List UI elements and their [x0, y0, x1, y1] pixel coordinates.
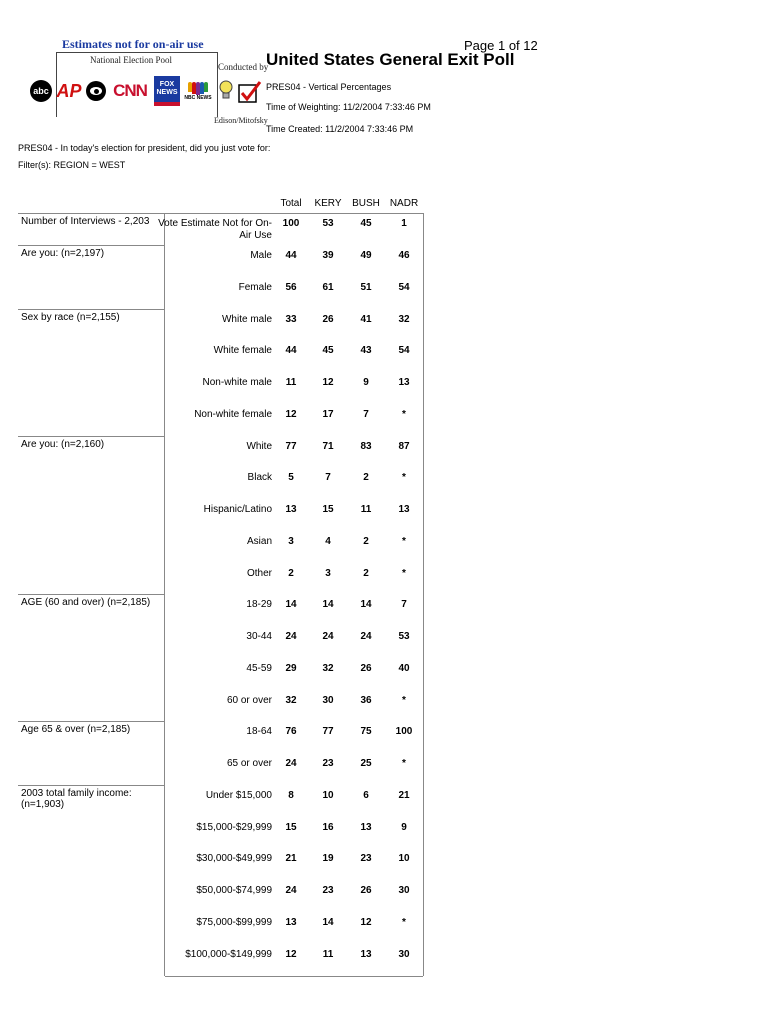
table-cell: *: [402, 567, 406, 579]
table-cell: 100: [395, 726, 413, 738]
table-cell: 14: [285, 599, 297, 611]
table-right-rule: [423, 213, 424, 976]
table-cell: 40: [398, 662, 410, 674]
table-cell: 75: [360, 726, 372, 738]
row-label: 60 or over: [226, 694, 272, 706]
table-cell: 17: [322, 408, 334, 420]
table-cell: 12: [360, 916, 372, 928]
table-cell: 87: [398, 440, 410, 452]
table-cell: 4: [325, 535, 331, 547]
table-cell: 43: [360, 345, 372, 357]
table-cell: 46: [398, 250, 410, 261]
table-cell: 77: [285, 440, 297, 452]
table-cell: 15: [285, 821, 297, 833]
row-label: Non-white male: [202, 377, 272, 388]
row-label: $30,000-$49,999: [196, 853, 272, 865]
table-cell: 11: [285, 377, 297, 388]
table-cell: 71: [322, 440, 334, 452]
table-cell: 53: [398, 631, 410, 642]
table-cell: 14: [360, 599, 372, 611]
table-cell: 24: [285, 631, 297, 642]
pollster-name: Edison/Mitofsky: [214, 116, 268, 125]
table-cell: 12: [285, 408, 297, 420]
table-cell: 32: [285, 694, 297, 706]
table-cell: 14: [322, 599, 334, 611]
table-cell: 45: [360, 218, 372, 229]
table-cell: 83: [360, 440, 372, 452]
row-label: White female: [213, 345, 272, 357]
column-header: BUSH: [352, 198, 380, 209]
lightbulb-icon: [219, 80, 233, 102]
table-cell: *: [402, 535, 406, 547]
table-cell: 2: [363, 567, 369, 579]
table-cell: 13: [398, 504, 410, 515]
row-label: 65 or over: [226, 758, 272, 769]
table-cell: 10: [322, 789, 334, 801]
table-cell: 3: [325, 567, 331, 579]
group-label: Age 65 & over (n=2,185): [18, 721, 165, 785]
table-cell: 3: [288, 535, 294, 547]
row-label: $50,000-$74,999: [196, 885, 272, 896]
checkbox-icon: [238, 80, 262, 104]
table-cell: 54: [398, 281, 410, 293]
row-label: $100,000-$149,999: [185, 948, 272, 960]
table-cell: 56: [285, 281, 297, 293]
row-label: Female: [238, 281, 272, 293]
row-label: Hispanic/Latino: [203, 504, 272, 515]
table-cell: 9: [401, 821, 407, 833]
table-cell: 49: [360, 250, 372, 261]
table-cell: 77: [322, 726, 334, 738]
table-cell: 7: [325, 472, 331, 484]
table-cell: 32: [398, 313, 410, 325]
table-cell: 13: [360, 948, 372, 960]
table-cell: 26: [360, 662, 372, 674]
row-label: White male: [221, 313, 272, 325]
table-cell: 61: [322, 281, 334, 293]
network-logos: [30, 76, 212, 106]
table-cell: 21: [398, 789, 410, 801]
table-cell: 13: [285, 916, 297, 928]
estimates-notice: Estimates not for on-air use: [62, 37, 204, 51]
row-label: 30-44: [246, 631, 272, 642]
ap-logo: AP: [56, 80, 82, 101]
table-cell: 54: [398, 345, 410, 357]
filter-text: Filter(s): REGION = WEST: [18, 160, 126, 170]
table-cell: 9: [363, 377, 369, 388]
table-cell: 2: [288, 567, 294, 579]
row-label: Under $15,000: [205, 789, 272, 801]
table-cell: 1: [401, 218, 407, 229]
row-label: 45-59: [246, 662, 272, 674]
row-label: Male: [250, 250, 272, 261]
meta-line: Time of Weighting: 11/2/2004 7:33:46 PM: [266, 102, 431, 112]
table-cell: 44: [285, 345, 297, 357]
table-cell: 2: [363, 472, 369, 484]
table-cell: 36: [360, 694, 372, 706]
table-cell: 12: [322, 377, 334, 388]
table-cell: 32: [322, 662, 334, 674]
table-cell: 41: [360, 313, 372, 325]
table-cell: 16: [322, 821, 334, 833]
group-label: Are you: (n=2,160): [18, 436, 165, 595]
table-cell: 76: [285, 726, 297, 738]
table-cell: 23: [322, 885, 334, 896]
table-cell: 23: [360, 853, 372, 865]
table-cell: 6: [363, 789, 369, 801]
table-cell: 14: [322, 916, 334, 928]
table-cell: 25: [360, 758, 372, 769]
row-label: 18-29: [246, 599, 272, 611]
table-cell: *: [402, 408, 406, 420]
fox-news-logo: FOX NEWS: [154, 76, 180, 106]
table-cell: 10: [398, 853, 410, 865]
table-cell: *: [402, 472, 406, 484]
table-cell: 26: [322, 313, 334, 325]
pool-name: National Election Pool: [87, 55, 175, 65]
page-indicator: Page 1 of 12: [464, 38, 538, 53]
group-label: 2003 total family income: (n=1,903): [18, 785, 165, 976]
row-label: White: [246, 440, 272, 452]
table-cell: 51: [360, 281, 372, 293]
table-cell: 23: [322, 758, 334, 769]
peacock-icon: [188, 82, 208, 95]
column-header: KERY: [314, 198, 342, 209]
meta-line: PRES04 - Vertical Percentages: [266, 82, 392, 92]
table-cell: 24: [285, 758, 297, 769]
abc-logo: abc: [30, 80, 52, 102]
table-cell: 21: [285, 853, 297, 865]
table-cell: *: [402, 694, 406, 706]
table-cell: 33: [285, 313, 297, 325]
cbs-eye-logo: [86, 81, 106, 101]
report-title: United States General Exit Poll: [266, 50, 515, 69]
table-cell: 24: [360, 631, 372, 642]
group-label: Are you: (n=2,197): [18, 245, 165, 309]
table-cell: 30: [398, 948, 410, 960]
group-label: Sex by race (n=2,155): [18, 309, 165, 436]
table-cell: 29: [285, 662, 297, 674]
table-cell: 30: [398, 885, 410, 896]
row-label: Non-white female: [194, 408, 272, 420]
table-cell: 44: [285, 250, 297, 261]
table-cell: 7: [363, 408, 369, 420]
table-cell: 13: [285, 504, 297, 515]
row-label: $15,000-$29,999: [196, 821, 272, 833]
conducted-by-label: Conducted by: [218, 62, 269, 72]
row-label: Black: [247, 472, 272, 484]
row-label: Vote Estimate Not for On-Air Use: [158, 218, 272, 241]
table-cell: 24: [285, 885, 297, 896]
table-cell: 53: [322, 218, 334, 229]
table-cell: 30: [322, 694, 334, 706]
cnn-logo: CNN: [113, 81, 147, 100]
row-label: Other: [246, 567, 272, 579]
table-cell: 100: [282, 218, 300, 229]
table-bottom-rule: [165, 976, 423, 977]
question-text: PRES04 - In today's election for president, did you just vote for:: [18, 143, 271, 153]
table-cell: 13: [360, 821, 372, 833]
column-header: Total: [280, 198, 302, 209]
table-cell: 39: [322, 250, 334, 261]
table-cell: 12: [285, 948, 297, 960]
table-cell: 24: [322, 631, 334, 642]
table-cell: 11: [360, 504, 372, 515]
nbc-news-logo: NBC NEWS: [184, 78, 212, 104]
table-cell: 26: [360, 885, 372, 896]
row-label: Asian: [246, 535, 272, 547]
table-cell: 13: [398, 377, 410, 388]
table-cell: 15: [322, 504, 334, 515]
table-cell: 5: [288, 472, 294, 484]
table-cell: *: [402, 758, 406, 769]
group-label: Number of Interviews - 2,203: [18, 213, 165, 250]
table-cell: 11: [322, 948, 334, 960]
table-cell: 19: [322, 853, 334, 865]
row-label: 18-64: [246, 726, 272, 738]
table-cell: 45: [322, 345, 334, 357]
row-label: $75,000-$99,999: [196, 916, 272, 928]
table-cell: 8: [288, 789, 294, 801]
table-top-rule: [165, 213, 423, 214]
group-label: AGE (60 and over) (n=2,185): [18, 594, 165, 721]
meta-line: Time Created: 11/2/2004 7:33:46 PM: [266, 124, 414, 134]
table-cell: 2: [363, 535, 369, 547]
table-cell: 7: [401, 599, 407, 611]
table-cell: *: [402, 916, 406, 928]
column-header: NADR: [389, 198, 419, 209]
